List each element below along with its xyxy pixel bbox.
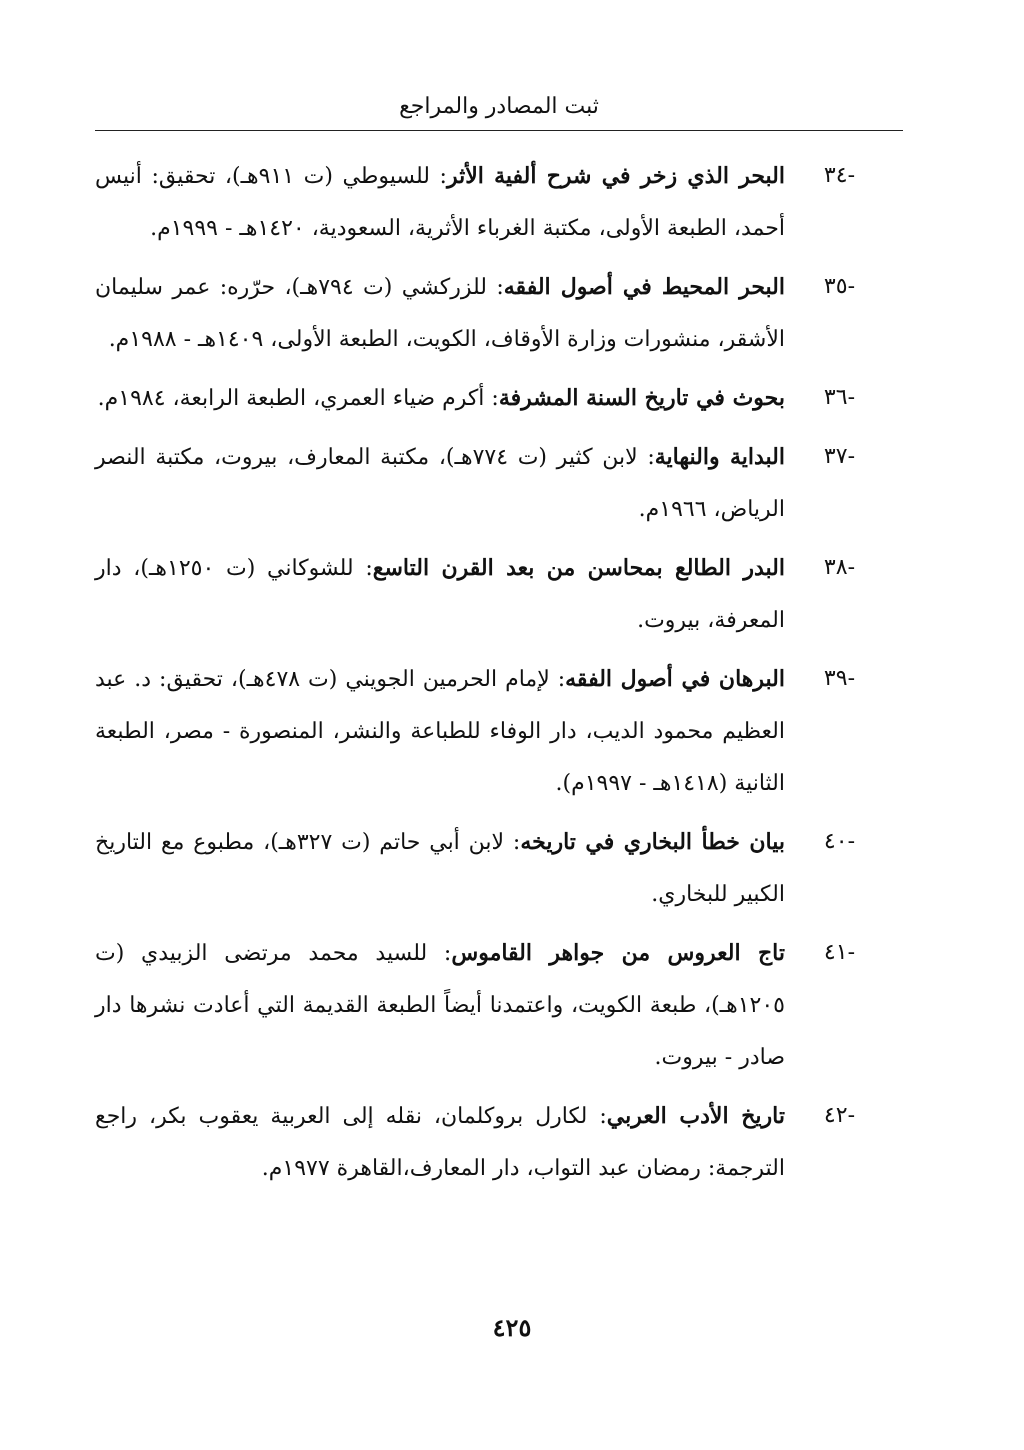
bibliography-entry-37	[95, 431, 855, 536]
entry-text: : للسيد محمد مرتضى الزبيدي (ت ١٢٠٥هـ)، طبعة الكويت، واعتمدنا أيضاً الطبعة القديمة التي أعادت نشرها دار صادر - بيروت.	[95, 941, 785, 1070]
page-header-title: ثبت المصادر والمراجع	[399, 94, 599, 119]
entry-number: -٣٥	[823, 274, 855, 299]
bibliography-entry-41	[95, 927, 855, 1084]
entry-text: : للزركشي (ت ٧٩٤هـ)، حرّره: عمر سليمان الأشقر، منشورات وزارة الأوقاف، الكويت، الطبعة الأولى، ١٤٠٩هـ - ١٩٨٨م.	[95, 275, 785, 352]
entry-number: -٣٧	[823, 444, 855, 469]
bibliography-list	[95, 150, 855, 1201]
entry-body	[95, 542, 785, 647]
entry-text: : لابن أبي حاتم (ت ٣٢٧هـ)، مطبوع مع التاريخ الكبير للبخاري.	[95, 830, 785, 907]
bibliography-entry-36	[95, 372, 855, 425]
page-number: ٤٢٥	[492, 1313, 532, 1342]
entry-body	[95, 431, 785, 536]
entry-number: -٤١	[823, 940, 855, 965]
entry-text: : لإمام الحرمين الجويني (ت ٤٧٨هـ)، تحقيق: د. عبد العظيم محمود الديب، دار الوفاء للطباعة والنشر، المنصورة - مصر، الطبعة الثانية (١٤١٨هـ - ١٩٩٧م).	[95, 667, 785, 796]
entry-number: -٤٠	[823, 829, 855, 854]
bibliography-entry-40	[95, 816, 855, 921]
entry-body	[95, 653, 785, 810]
entry-title: تاج العروس من جواهر القاموس	[451, 940, 785, 966]
entry-text: : لابن كثير (ت ٧٧٤هـ)، مكتبة المعارف، بيروت، مكتبة النصر الرياض، ١٩٦٦م.	[95, 445, 785, 522]
entry-title: بيان خطأ البخاري في تاريخه	[520, 829, 786, 855]
entry-text: : للشوكاني (ت ١٢٥٠هـ)، دار المعرفة، بيروت.	[95, 556, 785, 633]
entry-body	[95, 927, 785, 1084]
entry-body	[95, 261, 785, 366]
bibliography-entry-39	[95, 653, 855, 810]
entry-title: البرهان في أصول الفقه	[565, 666, 785, 692]
entry-number: -٣٦	[823, 385, 855, 410]
bibliography-entry-34	[95, 150, 855, 255]
entry-title: البحر الذي زخر في شرح ألفية الأثر	[446, 163, 785, 189]
entry-title: البحر المحيط في أصول الفقه	[503, 274, 785, 300]
header-divider	[95, 130, 903, 131]
entry-title: البدر الطالع بمحاسن من بعد القرن التاسع	[372, 555, 785, 581]
entry-number: -٤٢	[823, 1103, 855, 1128]
entry-number: -٣٩	[823, 666, 855, 691]
entry-text: : لكارل بروكلمان، نقله إلى العربية يعقوب بكر، راجع الترجمة: رمضان عبد التواب، دار المعارف،القاهرة ١٩٧٧م.	[95, 1104, 785, 1181]
entry-text: : للسيوطي (ت ٩١١هـ)، تحقيق: أنيس أحمد، الطبعة الأولى، مكتبة الغرباء الأثرية، السعودية، ١٤٢٠هـ - ١٩٩٩م.	[95, 164, 785, 241]
bibliography-entry-35	[95, 261, 855, 366]
entry-body	[95, 150, 785, 255]
entry-body	[95, 372, 785, 425]
entry-number: -٣٨	[823, 555, 855, 580]
entry-text: : أكرم ضياء العمري، الطبعة الرابعة، ١٩٨٤م.	[97, 386, 499, 411]
entry-body	[95, 816, 785, 921]
entry-body	[95, 1090, 785, 1195]
bibliography-entry-42	[95, 1090, 855, 1195]
entry-number: -٣٤	[823, 163, 855, 188]
bibliography-entry-38	[95, 542, 855, 647]
entry-title: تاريخ الأدب العربي	[606, 1103, 785, 1129]
entry-title: بحوث في تاريخ السنة المشرفة	[498, 385, 785, 411]
entry-title: البداية والنهاية	[654, 444, 785, 470]
